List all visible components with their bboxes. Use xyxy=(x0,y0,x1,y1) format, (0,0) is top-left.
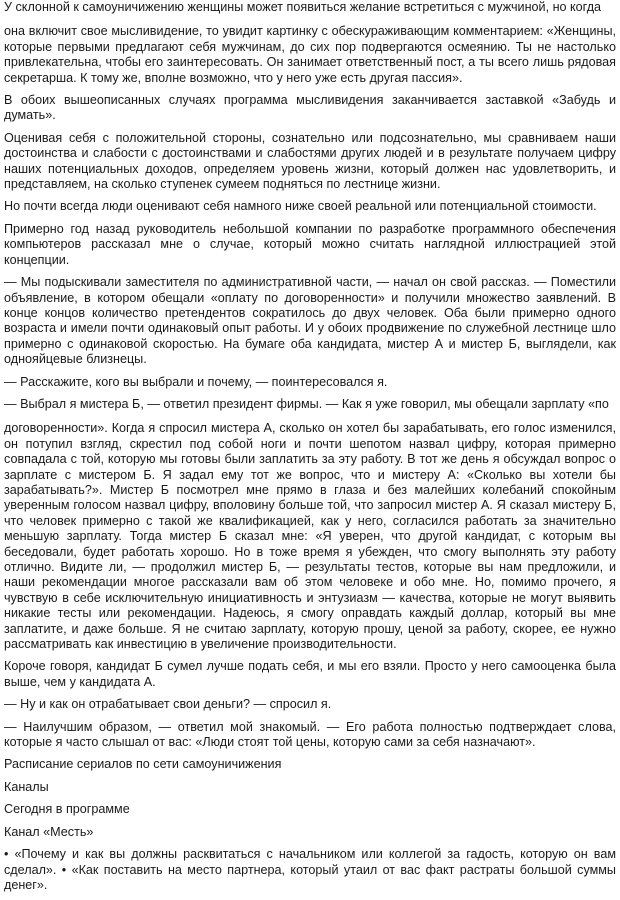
paragraph: У склонной к самоуничижению женщины может появиться желание встретиться с мужчиной, но когда xyxy=(4,0,602,14)
paragraph: В обоих вышеописанных случаях программа мысливидения заканчивается заставкой «Забудь и думать». xyxy=(4,93,616,123)
list-paragraph: • «Почему и как вы должны расквитаться с начальником или коллегой за гадость, которую он вам сделал». • «Как поставить на место партнера, который утаил от вас факт растраты большой суммы денег». xyxy=(4,847,616,892)
section-heading: Канал «Месть» xyxy=(4,824,94,839)
paragraph: — Наилучшим образом, — ответил мой знакомый. — Его работа полностью подтверждает слова, которые я часто слышал от вас: «Люди стоят той цены, которую сами за себя назначают». xyxy=(4,719,616,750)
paragraph: она включит свое мысливидение, то увидит картинку с обескураживающим комментарием: «Женщины, которые первыми предлагают себя мужчинам, до сих пор подвергаются осмеянию. Ты не настолько привлекательна, чтобы его заинтересовать. Он занимает ответственный пост, а ты всего лишь рядовая секретарша. К тому же, вполне возможно, что у него уже есть другая пассия». xyxy=(4,24,616,85)
paragraph: — Ну и как он отрабатывает свои деньги? — спросил я. xyxy=(4,697,332,712)
section-heading: Каналы xyxy=(4,779,49,794)
paragraph: Короче говоря, кандидат Б сумел лучше подать себя, и мы его взяли. Просто у него самооценка была выше, чем у кандидата А. xyxy=(4,659,616,689)
paragraph: Примерно год назад руководитель небольшой компании по разработке программного обеспечения компьютеров рассказал мне о случае, который можно считать наглядной иллюстрацией этой концепции. xyxy=(4,221,616,267)
paragraph: — Расскажите, кого вы выбрали и почему, — поинтересовался я. xyxy=(4,374,388,389)
section-heading: Сегодня в программе xyxy=(4,802,130,817)
paragraph: договоренности». Когда я спросил мистера А, сколько он хотел бы зарабатывать, его голос изменился, он потупил взгляд, скрестил под собой ноги и почти шепотом назвал цифру, которая примерно совпадала с той, которую мы готовы были заплатить за эту работу. В тот же день я обсуждал вопрос о зарплате с мистером Б. Я задал ему тот же вопрос, что и мистеру А: «Сколько вы хотели бы зарабатывать?». Мистер Б посмотрел мне прямо в глаза и без малейших колебаний спокойным уверенным голосом назвал цифру, вполовину больше той, что запросил мистер А. Я сказал мистеру Б, что человек примерно с такой же квалификацией, как у него, согласился работать за значительно меньшую зарплату. Тогда мистер Б сказал мне: «Я уверен, что другой кандидат, с которым вы беседовали, будет работать хорошо. Но в тоже время я убежден, что смогу выполнять эту работу отлично. Видите ли, — продолжил мистер Б, — результаты тестов, которые вы нам предложили, и наши рекомендации многое рассказали вам об этом человеке и обо мне. Но, помимо прочего, я чувствую в себе исключительную инициативность и энтузиазм — качества, которые не могут выявить никакие тесты или рекомендации. Надеюсь, я смогу оправдать каждый доллар, который вы мне заплатите, и даже больше. Я не считаю зарплату, которую прошу, ценой за работу, скорее, ее нужно рассматривать как инвестицию в увеличение производительности. xyxy=(4,421,616,652)
paragraph: Но почти всегда люди оценивают себя намного ниже своей реальной или потенциальной стоимости. xyxy=(4,199,597,214)
paragraph: — Мы подыскивали заместителя по административной части, — начал он свой рассказ. — Поместили объявление, в котором обещали «оплату по договоренности» и получили множество заявлений. В конце концов количество претендентов сократилось до двух человек. Оба были примерно одного возраста и имели почти одинаковый опыт работы. И у обоих продвижение по служебной лестнице шло примерно с одинаковой скоростью. На бумаге оба кандидата, мистер А и мистер Б, выглядели, как однояйцевые близнецы. xyxy=(4,275,616,367)
document-page xyxy=(4,0,616,900)
section-heading: Расписание сериалов по сети самоуничижения xyxy=(4,757,282,772)
paragraph: — Выбрал я мистера Б, — ответил президент фирмы. — Как я уже говорил, мы обещали зарплату «по xyxy=(4,396,609,411)
paragraph: Оценивая себя с положительной стороны, сознательно или подсознательно, мы сравниваем наши достоинства и слабости с достоинствами и слабостями других людей и в результате получаем цифру наших потенциальных доходов, определяем уровень жизни, который должен нас удовлетворить, и представляем, на сколько ступенек сумеем подняться по лестнице жизни. xyxy=(4,130,616,192)
